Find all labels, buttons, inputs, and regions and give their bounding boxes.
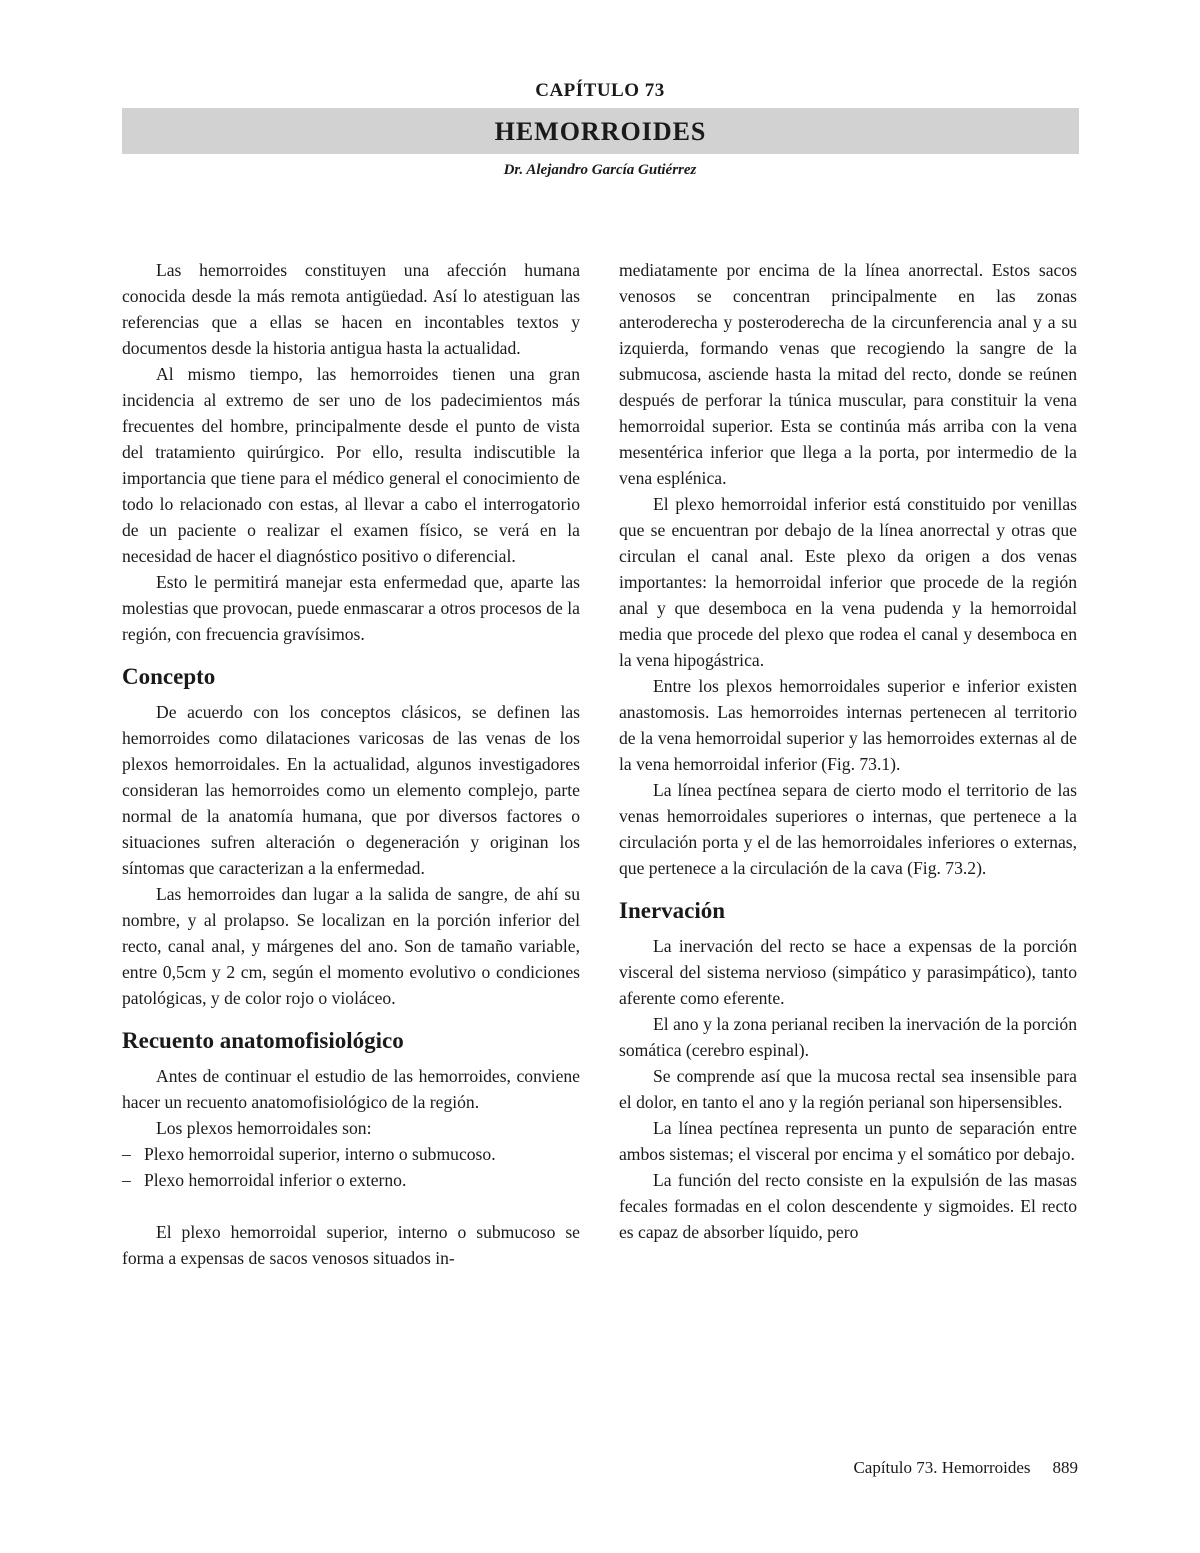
right-column <box>619 257 1077 1245</box>
concepto-paragraph: De acuerdo con los conceptos clásicos, se definen las hemorroides como dilataciones varicosas de las venas de los plexos hemorroidales. En la actualidad, algunos investigadores consideran las hemorroides como un elemento complejo, parte normal de la anatomía humana, que por diversos factores o situaciones sufren alteración o degeneración y originan los síntomas que caracterizan a la enfermedad. <box>122 702 580 878</box>
list-item: – Plexo hemorroidal superior, interno o submucoso. <box>122 1141 580 1167</box>
body-paragraph: El plexo hemorroidal inferior está constituido por venillas que se encuentran por debajo de la línea anorrectal y otras que circulan el canal anal. Este plexo da origen a dos venas importantes: la hemorroidal inferior que procede de la región anal y que desemboca en la vena pudenda y la hemorroidal media que procede del plexo que rodea el canal y desemboca en la vena hipogástrica. <box>619 494 1077 670</box>
running-title: Capítulo 73. Hemorroides <box>853 1458 1031 1477</box>
continuation-paragraph: mediatamente por encima de la línea anorrectal. Estos sacos venosos se concentran principalmente en las zonas anteroderecha y posteroderecha de la circunferencia anal y a su izquierda, formando venas que recogiendo la sangre de la submucosa, asciende hasta la mitad del recto, donde se reúnen después de perforar la túnica muscular, para constituir la vena hemorroidal superior. Esta se continúa más arriba con la vena mesentérica inferior que llega a la porta, por intermedio de la vena esplénica. <box>619 260 1077 488</box>
chapter-label: CAPÍTULO 73 <box>535 80 665 101</box>
body-paragraph: La línea pectínea separa de cierto modo el territorio de las venas hemorroidales superiores o internas, que pertenece a la circulación porta y el de las hemorroidales inferiores o externas, que pertenece a la circulación de la cava (Fig. 73.2). <box>619 780 1077 878</box>
inervacion-paragraph: Se comprende así que la mucosa rectal sea insensible para el dolor, en tanto el ano y la región perianal son hipersensibles. <box>619 1066 1077 1112</box>
chapter-title-band <box>122 108 1079 154</box>
inervacion-paragraph: La línea pectínea representa un punto de separación entre ambos sistemas; el visceral por encima y el somático por debajo. <box>619 1118 1077 1164</box>
body-paragraph: Entre los plexos hemorroidales superior e inferior existen anastomosis. Las hemorroides internas pertenecen al territorio de la vena hemorroidal superior y las hemorroides externas al de la vena hemorroidal inferior (Fig. 73.1). <box>619 676 1077 774</box>
recuento-paragraph: Antes de continuar el estudio de las hemorroides, conviene hacer un recuento anatomofisiológico de la región. <box>122 1066 580 1112</box>
section-heading-recuento: Recuento anatomofisiológico <box>122 1028 404 1053</box>
section-heading-concepto: Concepto <box>122 664 216 689</box>
inervacion-paragraph: La inervación del recto se hace a expensas de la porción visceral del sistema nervioso (simpático y parasimpático), tanto aferente como eferente. <box>619 936 1077 1008</box>
intro-paragraph: Las hemorroides constituyen una afección humana conocida desde la más remota antigüedad. Así lo atestiguan las referencias que a ellas se hacen en incontables textos y documentos desde la historia antigua hasta la actualidad. <box>122 260 580 358</box>
intro-paragraph: Esto le permitirá manejar esta enfermedad que, aparte las molestias que provocan, puede enmascarar a otros procesos de la región, con frecuencia gravísimos. <box>122 572 580 644</box>
inervacion-paragraph: La función del recto consiste en la expulsión de las masas fecales formadas en el colon descendente y sigmoides. El recto es capaz de absorber líquido, pero <box>619 1170 1077 1242</box>
intro-paragraph: Al mismo tiempo, las hemorroides tienen una gran incidencia al extremo de ser uno de los padecimientos más frecuentes del hombre, principalmente desde el punto de vista del tratamiento quirúrgico. Por ello, resulta indiscutible la importancia que tiene para el médico general el conocimiento de todo lo relacionado con estas, al llevar a cabo el interrogatorio de un paciente o realizar el examen físico, se verá en la necesidad de hacer el diagnóstico positivo o diferencial. <box>122 364 580 566</box>
list-item: – Plexo hemorroidal inferior o externo. <box>122 1167 580 1193</box>
left-column <box>122 257 580 1271</box>
inervacion-paragraph: El ano y la zona perianal reciben la inervación de la porción somática (cerebro espinal). <box>619 1014 1077 1060</box>
recuento-paragraph: Los plexos hemorroidales son: <box>156 1118 372 1138</box>
recuento-paragraph: El plexo hemorroidal superior, interno o submucoso se forma a expensas de sacos venosos situados in- <box>122 1222 580 1268</box>
page-number: 889 <box>1052 1458 1078 1477</box>
concepto-paragraph: Las hemorroides dan lugar a la salida de sangre, de ahí su nombre, y al prolapso. Se localizan en la porción inferior del recto, canal anal, y márgenes del ano. Son de tamaño variable, entre 0,5cm y 2 cm, según el momento evolutivo o condiciones patológicas, y de color rojo o violáceo. <box>122 884 580 1008</box>
section-heading-inervacion: Inervación <box>619 898 726 923</box>
chapter-title: HEMORROIDES <box>494 117 707 146</box>
page-footer <box>853 1458 1078 1478</box>
author-line: Dr. Alejandro García Gutiérrez <box>503 162 697 178</box>
